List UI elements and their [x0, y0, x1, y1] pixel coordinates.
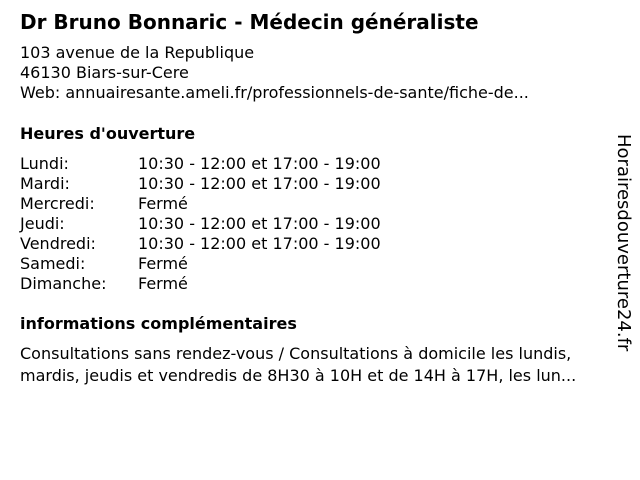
site-watermark: Horairesdouverture24.fr — [613, 134, 634, 352]
website-link[interactable]: Web: annuairesante.ameli.fr/professionnels-de-sante/fiche-de... — [20, 83, 529, 102]
day-hours: 10:30 - 12:00 et 17:00 - 19:00 — [138, 234, 381, 253]
hours-row-sunday — [20, 274, 440, 294]
day-label: Jeudi: — [20, 214, 65, 233]
page-title: Dr Bruno Bonnaric - Médecin généraliste — [20, 10, 479, 34]
hours-row-saturday — [20, 254, 440, 274]
address-block — [20, 43, 529, 103]
day-hours: Fermé — [138, 254, 188, 273]
info-heading: informations complémentaires — [20, 314, 297, 333]
day-hours: 10:30 - 12:00 et 17:00 - 19:00 — [138, 154, 381, 173]
day-label: Dimanche: — [20, 274, 107, 293]
day-hours: Fermé — [138, 194, 188, 213]
city-address: 46130 Biars-sur-Cere — [20, 63, 189, 82]
hours-row-friday — [20, 234, 440, 254]
day-label: Samedi: — [20, 254, 86, 273]
day-label: Vendredi: — [20, 234, 96, 253]
day-hours: 10:30 - 12:00 et 17:00 - 19:00 — [138, 214, 381, 233]
day-hours: 10:30 - 12:00 et 17:00 - 19:00 — [138, 174, 381, 193]
hours-row-monday — [20, 154, 440, 174]
hours-row-tuesday — [20, 174, 440, 194]
day-hours: Fermé — [138, 274, 188, 293]
day-label: Mardi: — [20, 174, 70, 193]
hours-row-thursday — [20, 214, 440, 234]
hours-heading: Heures d'ouverture — [20, 124, 196, 143]
day-label: Mercredi: — [20, 194, 95, 213]
day-label: Lundi: — [20, 154, 69, 173]
street-address: 103 avenue de la Republique — [20, 43, 255, 62]
info-line: Consultations sans rendez-vous / Consultations à domicile les lundis, — [20, 344, 572, 363]
hours-row-wednesday — [20, 194, 440, 214]
info-text — [20, 316, 632, 388]
info-line: mardis, jeudis et vendredis de 8H30 à 10H et de 14H à 17H, les lun... — [20, 366, 577, 385]
opening-hours-table — [20, 154, 440, 294]
